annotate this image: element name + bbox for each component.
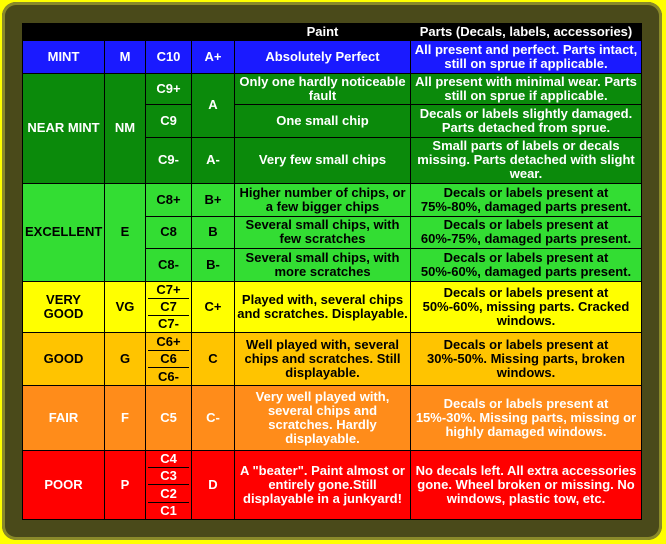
letter-grade: B: [192, 216, 235, 248]
row-very-good: [23, 281, 642, 333]
parts-desc: Decals or labels slightly damaged. Parts detached from sprue.: [411, 105, 642, 137]
c-scale: C3: [148, 467, 189, 484]
letter-grade: D: [192, 450, 235, 519]
parts-desc: All present with minimal wear. Parts still on sprue if applicable.: [411, 73, 642, 104]
c-scale: C6+: [156, 333, 181, 349]
c-scale-stack: [146, 281, 192, 333]
c-scale: C8+: [146, 184, 192, 216]
letter-grade: A+: [192, 41, 235, 73]
parts-desc: Decals or labels present at 30%-50%. Missing parts, broken windows.: [411, 333, 642, 386]
paint-desc: Higher number of chips, or a few bigger chips: [235, 184, 411, 216]
paint-desc: Absolutely Perfect: [235, 41, 411, 73]
parts-desc: Decals or labels present at 50%-60%, missing parts. Cracked windows.: [411, 281, 642, 333]
c-scale: C5: [146, 386, 192, 451]
paint-desc: Very few small chips: [235, 137, 411, 184]
c-scale: C2: [148, 484, 189, 501]
paint-desc: Several small chips, with more scratches: [235, 249, 411, 281]
grade-abbr: G: [105, 333, 146, 386]
letter-grade: A: [192, 73, 235, 137]
parts-desc: Decals or labels present at 75%-80%, damaged parts present.: [411, 184, 642, 216]
c-scale: C8: [146, 216, 192, 248]
row-good: [23, 333, 642, 386]
row-poor: [23, 450, 642, 519]
paint-desc: Played with, several chips and scratches. Displayable.: [235, 281, 411, 333]
c-scale: C4: [160, 451, 177, 467]
letter-grade: B-: [192, 249, 235, 281]
paint-desc: Very well played with, several chips and scratches. Hardly displayable.: [235, 386, 411, 451]
grade-name: POOR: [23, 450, 105, 519]
grade-name: EXCELLENT: [23, 184, 105, 281]
c-scale: C1: [148, 502, 189, 519]
c-scale: C9-: [146, 137, 192, 184]
c-scale: C8-: [146, 249, 192, 281]
grade-name: FAIR: [23, 386, 105, 451]
header-paint: Paint: [235, 24, 411, 41]
grade-abbr: F: [105, 386, 146, 451]
parts-desc: Decals or labels present at 60%-75%, damaged parts present.: [411, 216, 642, 248]
c-scale: C10: [146, 41, 192, 73]
letter-grade: A-: [192, 137, 235, 184]
grade-abbr: NM: [105, 73, 146, 184]
c-scale-stack: [146, 450, 192, 519]
grade-name: MINT: [23, 41, 105, 73]
c-scale: C9: [146, 105, 192, 137]
grade-abbr: M: [105, 41, 146, 73]
grade-name: GOOD: [23, 333, 105, 386]
grade-abbr: P: [105, 450, 146, 519]
grade-name: NEAR MINT: [23, 73, 105, 184]
grade-abbr: VG: [105, 281, 146, 333]
row-fair: [23, 386, 642, 451]
c-scale: C6-: [148, 367, 189, 385]
paint-desc: Only one hardly noticeable fault: [235, 73, 411, 104]
parts-desc: No decals left. All extra accessories gone. Wheel broken or missing. No windows, plastic tow, etc.: [411, 450, 642, 519]
condition-grade-table: [22, 23, 642, 520]
parts-desc: Decals or labels present at 15%-30%. Missing parts, missing or highly damaged windows.: [411, 386, 642, 451]
c-scale-stack: [146, 333, 192, 386]
paint-desc: Well played with, several chips and scratches. Still displayable.: [235, 333, 411, 386]
c-scale: C7-: [148, 315, 189, 332]
letter-grade: C: [192, 333, 235, 386]
grade-name: VERY GOOD: [23, 281, 105, 333]
parts-desc: Decals or labels present at 50%-60%, damaged parts present.: [411, 249, 642, 281]
row-mint: [23, 41, 642, 73]
parts-desc: All present and perfect. Parts intact, still on sprue if applicable.: [411, 41, 642, 73]
grade-abbr: E: [105, 184, 146, 281]
letter-grade: B+: [192, 184, 235, 216]
c-scale: C6: [148, 350, 189, 368]
header-parts: Parts (Decals, labels, accessories): [411, 24, 642, 41]
row-near-mint-1: [23, 73, 642, 104]
paint-desc: One small chip: [235, 105, 411, 137]
paint-desc: Several small chips, with few scratches: [235, 216, 411, 248]
paint-desc: A "beater". Paint almost or entirely gone.Still displayable in a junkyard!: [235, 450, 411, 519]
row-excellent-1: [23, 184, 642, 216]
c-scale: C9+: [146, 73, 192, 104]
c-scale: C7+: [156, 281, 181, 297]
parts-desc: Small parts of labels or decals missing. Parts detached with slight wear.: [411, 137, 642, 184]
c-scale: C7: [148, 298, 189, 315]
letter-grade: C-: [192, 386, 235, 451]
header-blank: [23, 24, 235, 41]
header-row: [23, 24, 642, 41]
letter-grade: C+: [192, 281, 235, 333]
